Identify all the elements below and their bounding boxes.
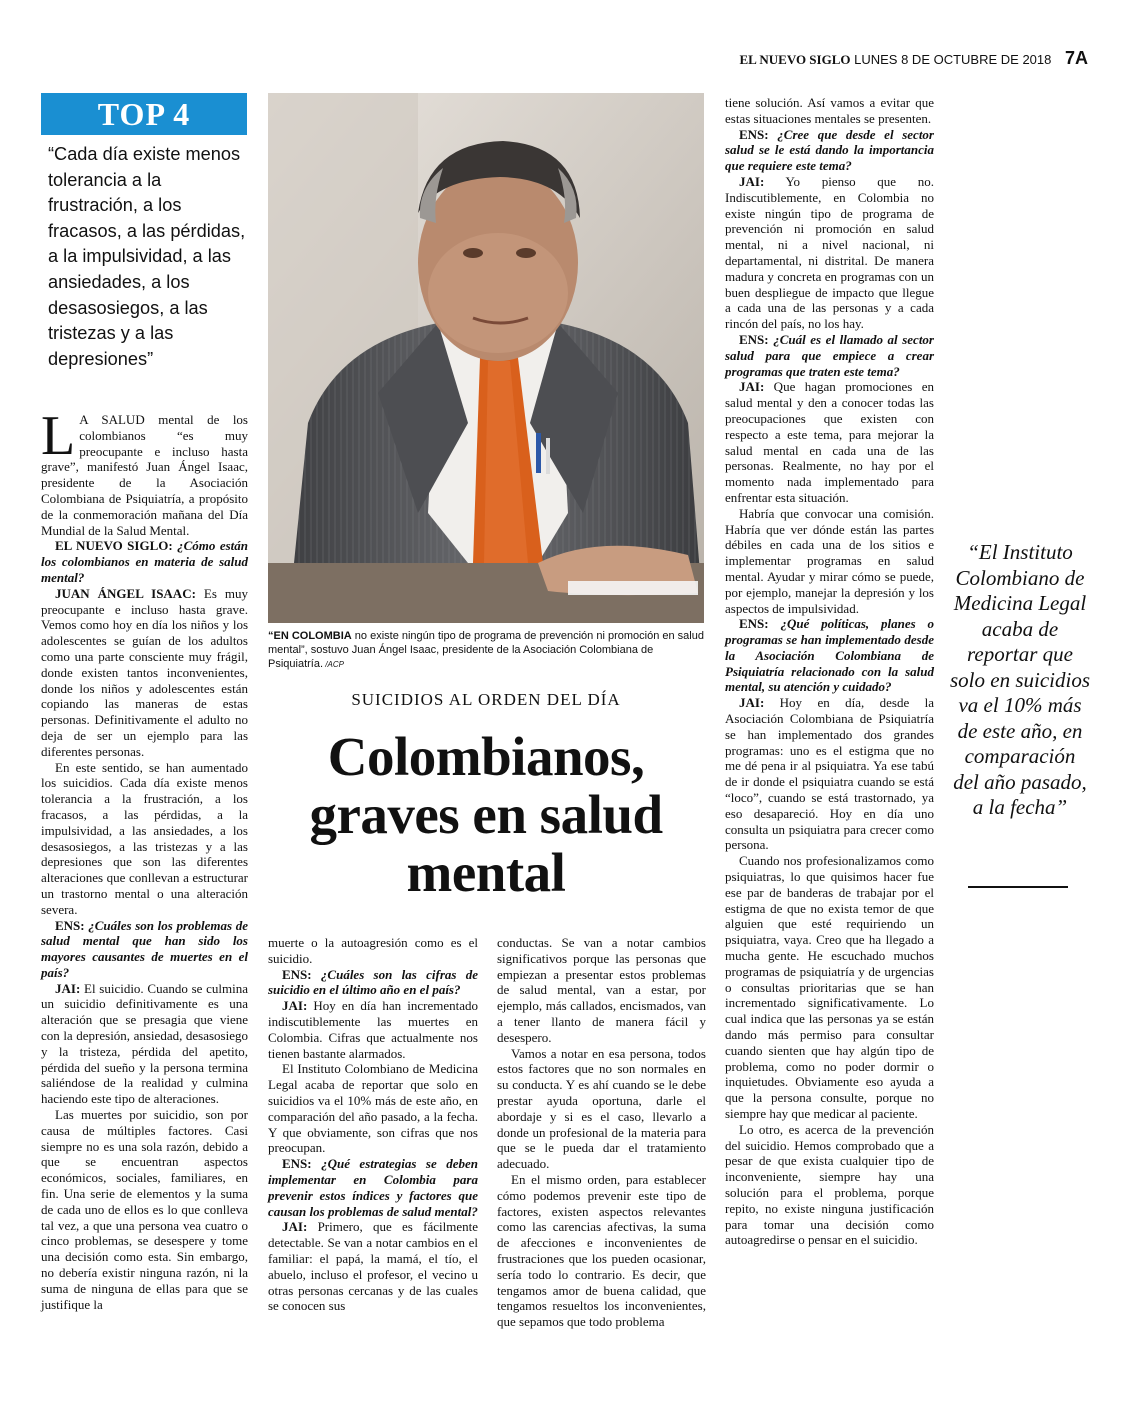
caption-text: no existe ningún tipo de programa de prevención ni promoción en salud mental”, sostuvo Juan Ángel Isaac, presidente de la Asociación Colombiana de Psiquiatría.: [268, 630, 704, 670]
question-text: ¿Cuál es el llamado al sector salud para que empiece a crear programas que traten este tema?: [725, 331, 934, 379]
article-column-3: [497, 935, 706, 1330]
question-text: ¿Qué políticas, planes o programas se han implementado desde la Asociación Colombiana de Psiquiatría relacionado con la salud mental, su atención y cuidado?: [725, 616, 934, 695]
top4-quote: “Cada día existe menos tolerancia a la frustración, a los fracasos, a las pérdidas, a la impulsividad, a las ansiedades, a los desasosiegos, a las tristezas y a las depresiones”: [48, 144, 246, 369]
answer-text: Es muy preocupante e incluso hasta grave. Vemos como hoy en día los niños y los adolescentes se guían de los adultos como una parte consciente muy frágil, donde existen tantos inconvenientes, donde los niños y adolescentes están copiando las maneras de estas personas. Definitivamente el adulto no deja de ser un ejemplo para las diferentes personas.: [41, 585, 248, 759]
pull-quote-rule: [968, 886, 1068, 888]
answer-speaker: JUAN ÁNGEL ISAAC:: [55, 585, 196, 601]
article-headline: Colombianos, graves en salud mental: [309, 726, 663, 903]
intro-paragraph: A SALUD mental de los colombianos “es muy preocupante e incluso hasta grave”, manifestó Juan Ángel Isaac, presidente de la Asociación Colombiana de Psiquiatría, a propósito de la conmemoración mañana del Día Mundial de la Salud Mental.: [41, 412, 248, 538]
answer-speaker: JAI:: [282, 998, 308, 1014]
question-text: ¿Cree que desde el sector salud se le está dando la importancia que requiere este tema?: [725, 126, 934, 174]
article-kicker: SUICIDIOS AL ORDEN DEL DÍA: [351, 690, 621, 709]
article-column-2: [268, 935, 478, 1314]
caption-lead: “EN COLOMBIA: [268, 630, 352, 642]
body-paragraph: En el mismo orden, para establecer cómo podemos prevenir este tipo de factores, existen aspectos relevantes como las carencias afectivas, la suma de afecciones e inconvenientes de frustraciones que los pueden ocasionar, sería todo lo contrario. Es decir, que tengamos amor de buena calidad, que tengamos resueltos los inconvenientes, que sepamos que todo problema: [497, 1171, 706, 1330]
answer-text: Hoy en día, desde la Asociación Colombiana de Psiquiatría se han implementado dos grandes programas: uno es el estigma que no me dé pena ir al psiquiatra. Ya ese tabú de ir donde el psiquiatra cuando se está “loco”, cuando se está trastornado, ya eso desapareció. Hoy en día uno consulta un psiquiatra para crecer como persona.: [725, 695, 934, 853]
question-speaker: ENS:: [739, 616, 769, 632]
question-text: ¿Cómo están los colombianos en materia de salud mental?: [41, 538, 248, 585]
question-speaker: ENS:: [282, 1156, 312, 1172]
question-text: ¿Cuáles son los problemas de salud mental que han sido los mayores causantes de muertes en el país?: [41, 917, 248, 980]
page-header: [740, 48, 1089, 69]
question-speaker: ENS:: [739, 126, 769, 142]
answer-speaker: JAI:: [55, 980, 81, 996]
body-paragraph: Las muertes por suicidio, son por causa de múltiples factores. Casi siempre no es una sola razón, debido a que se encuentran aspectos económicos, sociales, familiares, en fin. Una serie de elementos y la suma de cada uno de ellos es lo que conlleva tal vez, a que una persona vea cuatro o cinco problemas, se desespere y tome una decisión como esta. Sin embargo, no debería existir ninguna razón, ni la suma de ninguna de ellas para que se justifique la: [41, 1107, 248, 1312]
issue-date: LUNES 8 DE OCTUBRE DE 2018: [854, 52, 1052, 67]
newspaper-name: EL NUEVO SIGLO: [739, 52, 851, 67]
top4-label: TOP 4: [97, 96, 191, 132]
body-paragraph: tiene solución. Así vamos a evitar que estas situaciones mentales se presenten.: [725, 95, 934, 126]
answer-text: Que hagan promociones en salud mental y den a conocer todas las preocupaciones que existen con respecto a este tema, para mejorar la salud mental en cada una de las personas. Realmente, no hay por el momento nada implementado para enfrentar esta situación.: [725, 379, 934, 505]
answer-text: Hoy en día han incrementado indiscutiblemente las muertes en Colombia. Cifras que actualmente nos tienen bastante alarmados.: [268, 998, 478, 1061]
answer-speaker: JAI:: [282, 1219, 308, 1235]
body-paragraph: muerte o la autoagresión como es el suicidio.: [268, 935, 478, 966]
body-paragraph: Habría que convocar una comisión. Habría que ver dónde están las partes débiles en cada una de los sitios e implementar programas en salud mental. Ayudar y mirar cómo se puede, por ejemplo, manejar la depresión y los aspectos de impulsividad.: [725, 505, 934, 616]
question-speaker: ENS:: [55, 917, 85, 933]
question-text: ¿Qué estrategias se deben implementar en Colombia para prevenir estos índices y factores que causan los problemas de salud mental?: [268, 1156, 478, 1219]
article-column-1: [41, 405, 248, 1312]
answer-speaker: JAI:: [739, 173, 765, 189]
question-speaker: ENS:: [739, 331, 769, 347]
drop-cap: L: [41, 405, 76, 467]
page-number: 7A: [1064, 48, 1088, 68]
pull-quote: “El Instituto Colombiano de Medicina Legal acaba de reportar que solo en suicidios va el 10% más de este año, en comparación del año pasado, a la fecha”: [950, 540, 1090, 819]
answer-text: Primero, que es fácilmente detectable. Se van a notar cambios en el familiar: el papá, la mamá, el tío, el abuelo, incluso el profesor, el vecino u otras personas cercanas y de las cuales se conocen sus: [268, 1219, 478, 1314]
answer-text: El suicidio. Cuando se culmina un suicidio definitivamente es una alteración que se presagia que viene con la depresión, ansiedad, desasosiego y la tristeza, pérdida del apetito, pérdida del sueño y la persona termina saliéndose de la realidad y culmina haciendo este tipo de alteraciones.: [41, 980, 248, 1107]
body-paragraph: Cuando nos profesionalizamos como psiquiatras, lo que quisimos hacer fue ese par de banderas de trabajar por el estigma de que no exista temor de que alguien que esté requiriendo un psiquiatra, vaya. Creo que ha llegado a mucha gente. He escuchado muchos programas de psiquiatría y de urgencias o consultas prioritarias que se han incrementado significativamente. Lo cual indica que las personas ya se están dando más permiso para consultar cuando sienten que hay algún tipo de problema, como no poder dormir o inquietudes. Obviamente eso ayuda a que la persona consulte, porque no siempre hay que medicar al paciente.: [725, 853, 934, 1121]
answer-speaker: JAI:: [739, 379, 765, 395]
portrait-illustration: [268, 93, 704, 623]
question-text: ¿Cuáles son las cifras de suicidio en el último año en el país?: [268, 966, 478, 998]
body-paragraph: Lo otro, es acerca de la prevención del suicidio. Hemos comprobado que a pesar de que exista cualquier tipo de inconveniente, siempre hay una solución para el problema, porque repito, no existe ninguna justificación para tomar una decisión como autoagredirse o pensar en el suicidio.: [725, 1121, 934, 1248]
question-speaker: EL NUEVO SIGLO:: [55, 538, 173, 554]
body-paragraph: conductas. Se van a notar cambios significativos porque las personas que empiezan a presentar estos problemas de salud mental, van a estar, por ejemplo, más callados, encismados, van a tener llanto de manera fácil y desespero.: [497, 935, 706, 1045]
article-column-4: [725, 95, 934, 1248]
answer-speaker: JAI:: [739, 695, 765, 711]
photo-credit: /ACP: [323, 660, 344, 669]
answer-text: Yo pienso que no. Indiscutiblemente, en Colombia no existe ningún tipo de programa de prevención ni promoción en salud mental, ni a nivel nacional, ni departamental, ni distrital. De manera madura y concreta en programas con un buen despliegue de impacto que llegue a cada una de las personas y a cada rincón del país, no los hay.: [725, 173, 934, 332]
photo-caption: [268, 629, 704, 672]
article-photo: [268, 93, 704, 623]
body-paragraph: Vamos a notar en esa persona, todos estos factores que no son normales en su conducta. Y es ahí cuando se le debe prestar ayuda oportuna, darle el abordaje y si es el caso, llevarlo a donde un profesional de la materia para que se le pueda dar el tratamiento adecuado.: [497, 1045, 706, 1172]
top4-banner: [41, 93, 247, 135]
body-paragraph: El Instituto Colombiano de Medicina Legal acaba de reportar que solo en suicidios va el 10% más de este año, en comparación del año pasado, a la fecha. Y que obviamente, son cifras que nos preocupan.: [268, 1061, 478, 1156]
body-paragraph: En este sentido, se han aumentado los suicidios. Cada día existe menos tolerancia a la frustración, a los fracasos, a las pérdidas, a la impulsividad, a las ansiedades, a los desasosiegos, a las tristezas y a las depresiones que son las diferentes alteraciones que conllevan a estructurar un trastorno mental o una alteración severa.: [41, 759, 248, 917]
question-speaker: ENS:: [282, 966, 312, 982]
